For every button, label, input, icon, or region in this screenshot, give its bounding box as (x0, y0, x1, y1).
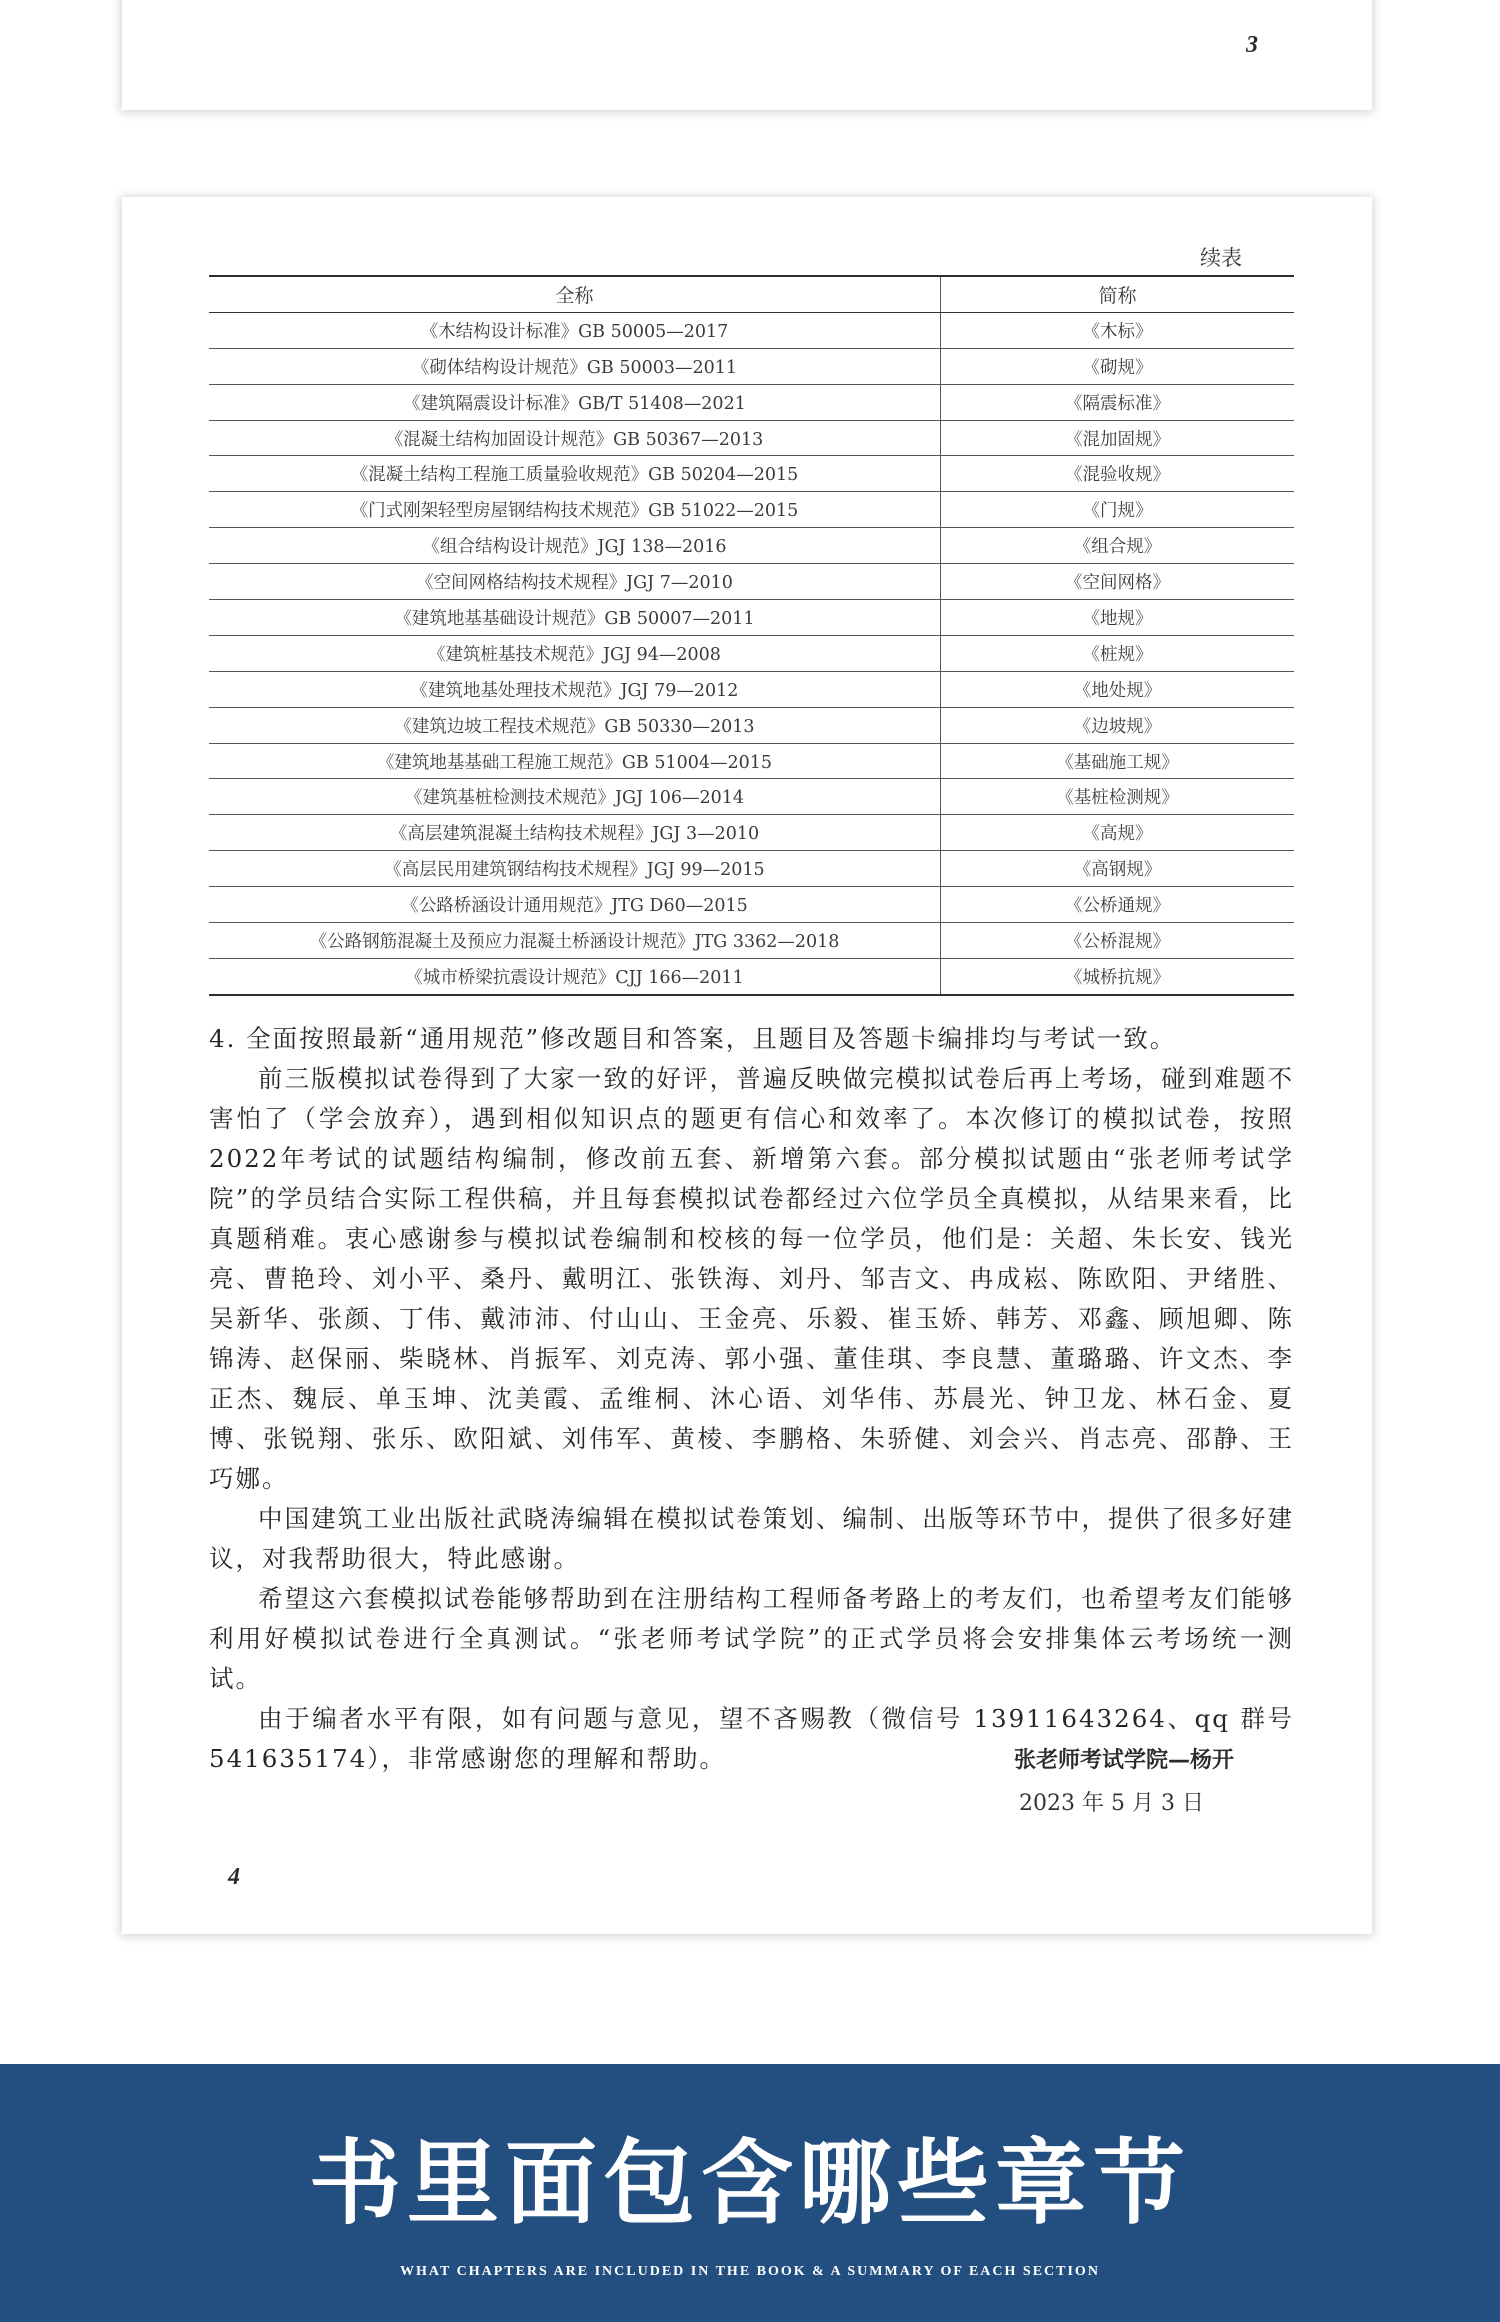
standards-table-body (209, 312, 1294, 994)
standard-abbreviation: 《边坡规》 (941, 707, 1295, 743)
table-row (209, 635, 1294, 671)
table-row (209, 312, 1294, 348)
standard-abbreviation: 《组合规》 (941, 528, 1295, 564)
standard-full-name: 《高层建筑混凝土结构技术规程》JGJ 3—2010 (209, 815, 941, 851)
standard-abbreviation: 《基础施工规》 (941, 743, 1295, 779)
standard-full-name: 《组合结构设计规范》JGJ 138—2016 (209, 528, 941, 564)
standard-abbreviation: 《桩规》 (941, 635, 1295, 671)
standard-abbreviation: 《公桥混规》 (941, 923, 1295, 959)
table-row (209, 456, 1294, 492)
author-signature: 张老师考试学院—杨开 (1013, 1748, 1234, 1773)
standard-full-name: 《公路桥涵设计通用规范》JTG D60—2015 (209, 887, 941, 923)
banner-subtitle: WHAT CHAPTERS ARE INCLUDED IN THE BOOK & A SUMMARY OF EACH SECTION (400, 2264, 1100, 2279)
banner-title: 书里面包含哪些章节 (308, 2129, 1191, 2237)
standard-full-name: 《门式刚架轻型房屋钢结构技术规范》GB 51022—2015 (209, 492, 941, 528)
standard-abbreviation: 《城桥抗规》 (941, 958, 1295, 994)
paragraph: 希望这六套模拟试卷能够帮助到在注册结构工程师备考路上的考友们，也希望考友们能够利用好模拟试卷进行全真测试。“张老师考试学院”的正式学员将会安排集体云考场统一测试。 (209, 1584, 1294, 1693)
header-abbreviation: 简称 (941, 276, 1295, 312)
table-header-row (209, 276, 1294, 312)
standard-abbreviation: 《公桥通规》 (941, 887, 1295, 923)
previous-page (122, 0, 1372, 110)
table-row (209, 851, 1294, 887)
standard-full-name: 《混凝土结构加固设计规范》GB 50367—2013 (209, 420, 941, 456)
signature-date: 2023 年 5 月 3 日 (1019, 1791, 1204, 1816)
standard-abbreviation: 《地规》 (941, 600, 1295, 636)
table-row (209, 384, 1294, 420)
section-banner (0, 2064, 1500, 2322)
paragraph: 4. 全面按照最新“通用规范”修改题目和答案，且题目及答题卡编排均与考试一致。 (209, 1024, 1177, 1053)
standard-abbreviation: 《隔震标准》 (941, 384, 1295, 420)
standard-abbreviation: 《混加固规》 (941, 420, 1295, 456)
standard-full-name: 《建筑桩基技术规范》JGJ 94—2008 (209, 635, 941, 671)
standard-full-name: 《建筑隔震设计标准》GB/T 51408—2021 (209, 384, 941, 420)
standard-full-name: 《公路钢筋混凝土及预应力混凝土桥涵设计规范》JTG 3362—2018 (209, 923, 941, 959)
page-number: 4 (228, 1864, 240, 1890)
header-full-name: 全称 (209, 276, 941, 312)
standard-abbreviation: 《木标》 (941, 312, 1295, 348)
standard-full-name: 《砌体结构设计规范》GB 50003—2011 (209, 348, 941, 384)
standard-full-name: 《建筑地基基础设计规范》GB 50007—2011 (209, 600, 941, 636)
table-row (209, 564, 1294, 600)
standard-abbreviation: 《门规》 (941, 492, 1295, 528)
table-row (209, 779, 1294, 815)
standard-abbreviation: 《高规》 (941, 815, 1295, 851)
standard-abbreviation: 《高钢规》 (941, 851, 1295, 887)
table-row (209, 600, 1294, 636)
standard-abbreviation: 《基桩检测规》 (941, 779, 1295, 815)
standard-abbreviation: 《砌规》 (941, 348, 1295, 384)
standards-table (209, 275, 1294, 996)
standard-full-name: 《建筑基桩检测技术规范》JGJ 106—2014 (209, 779, 941, 815)
standard-abbreviation: 《混验收规》 (941, 456, 1295, 492)
table-row (209, 492, 1294, 528)
standard-full-name: 《城市桥梁抗震设计规范》CJJ 166—2011 (209, 958, 941, 994)
standard-full-name: 《建筑地基处理技术规范》JGJ 79—2012 (209, 671, 941, 707)
book-page (122, 197, 1372, 1934)
standard-abbreviation: 《地处规》 (941, 671, 1295, 707)
paragraph: 前三版模拟试卷得到了大家一致的好评，普遍反映做完模拟试卷后再上考场，碰到难题不害怕了（学会放弃），遇到相似知识点的题更有信心和效率了。本次修订的模拟试卷，按照2022年考试的试题结构编制，修改前五套、新增第六套。部分模拟试题由“张老师考试学院”的学员结合实际工程供稿，并且每套模拟试卷都经过六位学员全真模拟，从结果来看，比真题稍难。衷心感谢参与模拟试卷编制和校核的每一位学员，他们是：关超、朱长安、钱光亮、曹艳玲、刘小平、桑丹、戴明江、张铁海、刘丹、邹吉文、冉成崧、陈欧阳、尹绪胜、吴新华、张颜、丁伟、戴沛沛、付山山、王金亮、乐毅、崔玉娇、韩芳、邓鑫、顾旭卿、陈锦涛、赵保丽、柴晓林、肖振军、刘克涛、郭小强、董佳琪、李良慧、董璐璐、许文杰、李正杰、魏辰、单玉坤、沈美霞、孟维桐、沐心语、刘华伟、苏晨光、钟卫龙、林石金、夏博、张锐翔、张乐、欧阳斌、刘伟军、黄棱、李鹏格、朱骄健、刘会兴、肖志亮、邵静、王巧娜。 (209, 1064, 1294, 1493)
preface-text (209, 1019, 1294, 1779)
table-row (209, 815, 1294, 851)
standard-full-name: 《高层民用建筑钢结构技术规程》JGJ 99—2015 (209, 851, 941, 887)
standard-full-name: 《木结构设计标准》GB 50005—2017 (209, 312, 941, 348)
table-row (209, 887, 1294, 923)
table-row (209, 743, 1294, 779)
standard-full-name: 《混凝土结构工程施工质量验收规范》GB 50204—2015 (209, 456, 941, 492)
continuation-label: 续表 (1200, 246, 1242, 270)
table-row (209, 348, 1294, 384)
standard-full-name: 《建筑地基基础工程施工规范》GB 51004—2015 (209, 743, 941, 779)
standard-full-name: 《空间网格结构技术规程》JGJ 7—2010 (209, 564, 941, 600)
table-row (209, 528, 1294, 564)
paragraph: 由于编者水平有限，如有问题与意见，望不吝赐教（微信号 13911643264、qq 群号541635174），非常感谢您的理解和帮助。 (209, 1704, 1294, 1773)
table-row (209, 958, 1294, 994)
table-row (209, 420, 1294, 456)
standard-abbreviation: 《空间网格》 (941, 564, 1295, 600)
paragraph: 中国建筑工业出版社武晓涛编辑在模拟试卷策划、编制、出版等环节中，提供了很多好建议，对我帮助很大，特此感谢。 (209, 1504, 1294, 1573)
standard-full-name: 《建筑边坡工程技术规范》GB 50330—2013 (209, 707, 941, 743)
table-row (209, 671, 1294, 707)
table-row (209, 923, 1294, 959)
table-row (209, 707, 1294, 743)
page-number: 3 (1246, 32, 1258, 58)
